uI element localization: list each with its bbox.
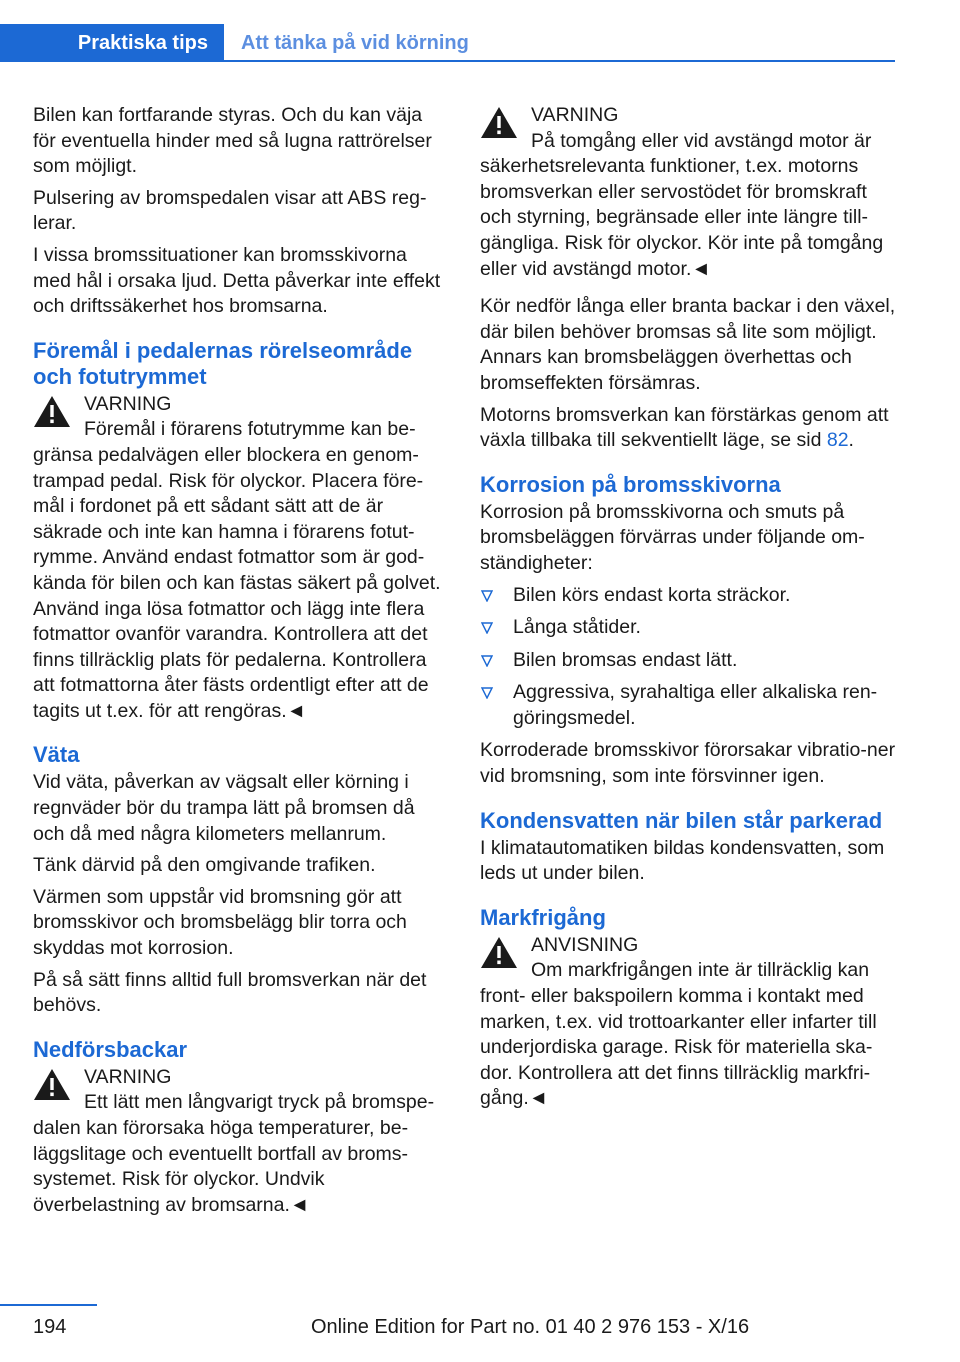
warning-title: VARNING	[531, 104, 619, 126]
list-item-text: Långa ståtider.	[513, 616, 641, 639]
footer-rule	[0, 1304, 97, 1306]
paragraph: Vid väta, påverkan av vägsalt eller körning i regnväder bör du trampa lätt på bromsen då och då med några kilometers mellanrum.	[33, 771, 415, 845]
paragraph: Korroderade bromsskivor förorsakar vibratio‐ner vid bromsning, som inte försvinner igen.	[480, 739, 896, 788]
page-number: 194	[33, 1316, 67, 1338]
section-heading-condensation: Kondensvatten när bilen står parkerad	[480, 807, 883, 833]
header-rule	[224, 60, 895, 62]
section-tab: Att tänka på vid körning	[241, 32, 469, 54]
edition-note: Online Edition for Part no. 01 40 2 976 153 - X/16	[311, 1316, 750, 1338]
paragraph: Bilen kan fortfarande styras. Och du kan väja för eventuella hinder med så lugna rattrörelser som möjligt.	[33, 104, 432, 178]
list-item-text: Aggressiva, syrahaltiga eller alkaliska ren‐göringsmedel.	[513, 681, 878, 729]
warning-triangle-icon	[33, 394, 71, 428]
warning-text: Ett lätt men långvarigt tryck på bromspe‐dalen kan förorsaka höga temperaturer, be‐läggslitage och eventuellt bortfall av broms‐systemet. Risk för olyckor. Undvik överbelastning av bromsarna.◄	[33, 1091, 435, 1216]
paragraph: I klimatautomatiken bildas kondensvatten, som leds ut under bilen.	[480, 836, 885, 885]
list-item	[480, 615, 896, 641]
warning-text: På tomgång eller vid avstängd motor är säkerhetsrelevanta funktioner, t.ex. motorns bromsverkan eller servostödet för bromskraft och styrning, begränsade eller inte längre till‐gängliga. Risk för olyckor. Kör inte på tomgång eller vid avstängd motor.◄	[480, 129, 884, 280]
notice-title: ANVISNING	[531, 933, 639, 956]
paragraph: Korrosion på bromsskivorna och smuts på bromsbeläggen förvärras under följande om‐ständigheter:	[480, 500, 865, 574]
warning-text: Föremål i förarens fotutrymme kan be‐gränsa pedalvägen eller blockera en genom‐trampad pedal. Risk för olyckor. Placera före‐mål i fordonet på ett sådant sätt att de är säkrade och inte kan hamna i förarens fotut‐rymme. Använd endast fotmattor som är god‐kända för bilen och kan fästas säkert på golvet. Använd inga lösa fotmattor och lägg inte flera fotmattor ovanför varandra. Kontrollera att det finns tillräcklig plats för pedalerna. Kontrollera att fotmattorna åter fästs ordentligt efter att de tagits ut t.ex. för att rengöras.◄	[33, 418, 441, 722]
warning-box	[33, 392, 448, 725]
notice-box	[480, 933, 896, 1112]
section-heading-downhill: Nedförsbackar	[33, 1036, 188, 1062]
chapter-tab: Praktiska tips	[0, 24, 224, 62]
warning-triangle-icon	[480, 935, 518, 969]
bullet-triangle-icon	[481, 590, 493, 602]
paragraph-text: Motorns bromsverkan kan förstärkas genom att växla tillbaka till sekventiellt läge, se sid	[480, 403, 889, 452]
bullet-triangle-icon	[481, 687, 493, 699]
left-column	[33, 103, 448, 1224]
paragraph-text-end: .	[848, 429, 854, 452]
warning-box	[480, 103, 896, 282]
notice-text: Om markfrigången inte är tillräcklig kan front- eller bakspoilern komma i kontakt med marken, t.ex. vid trottoarkanter eller infarter till underjordiska garage. Risk för materiella ska‐dor. Kontrollera att det finns tillräcklig markfri‐gång.◄	[480, 959, 877, 1110]
paragraph: Tänk därvid på den omgivande trafiken.	[33, 854, 376, 877]
warning-title: VARNING	[84, 1065, 172, 1088]
right-column	[480, 103, 896, 1118]
page-reference-link[interactable]: 82	[826, 429, 849, 452]
section-heading-wet: Väta	[33, 742, 80, 768]
bullet-triangle-icon	[481, 622, 493, 634]
paragraph: Kör nedför långa eller branta backar i den växel, där bilen behöver bromsas så lite som möjligt. Annars kan bromsbeläggen överhettas och bromseffekten försämras.	[480, 295, 896, 394]
paragraph: I vissa bromssituationer kan bromsskivorna med hål i orsaka ljud. Detta påverkar inte effekt och driftssäkerhet hos bromsarna.	[33, 243, 441, 318]
section-heading-ground-clearance: Markfrigång	[480, 904, 606, 930]
list-item	[480, 648, 896, 674]
section-heading-pedal-area: Föremål i pedalernas rörelseområde och fotutrymmet	[33, 337, 413, 389]
paragraph	[480, 403, 896, 454]
warning-box	[33, 1065, 448, 1219]
page-header	[0, 24, 895, 64]
list-item	[480, 583, 896, 609]
bullet-triangle-icon	[481, 655, 493, 667]
list-item	[480, 680, 896, 731]
paragraph: Värmen som uppstår vid bromsning gör att bromsskivor och bromsbelägg blir torra och skyddas mot korrosion.	[33, 885, 407, 960]
paragraph: Pulsering av bromspedalen visar att ABS reg‐lerar.	[33, 186, 427, 235]
warning-title: VARNING	[84, 392, 172, 415]
list-item-text: Bilen körs endast korta sträckor.	[513, 583, 791, 606]
list-item-text: Bilen bromsas endast lätt.	[513, 648, 738, 671]
section-heading-corrosion: Korrosion på bromsskivorna	[480, 471, 781, 497]
paragraph: På så sätt finns alltid full bromsverkan när det behövs.	[33, 968, 427, 1017]
warning-triangle-icon	[480, 105, 518, 139]
corrosion-conditions-list	[480, 583, 896, 732]
warning-triangle-icon	[33, 1067, 71, 1101]
